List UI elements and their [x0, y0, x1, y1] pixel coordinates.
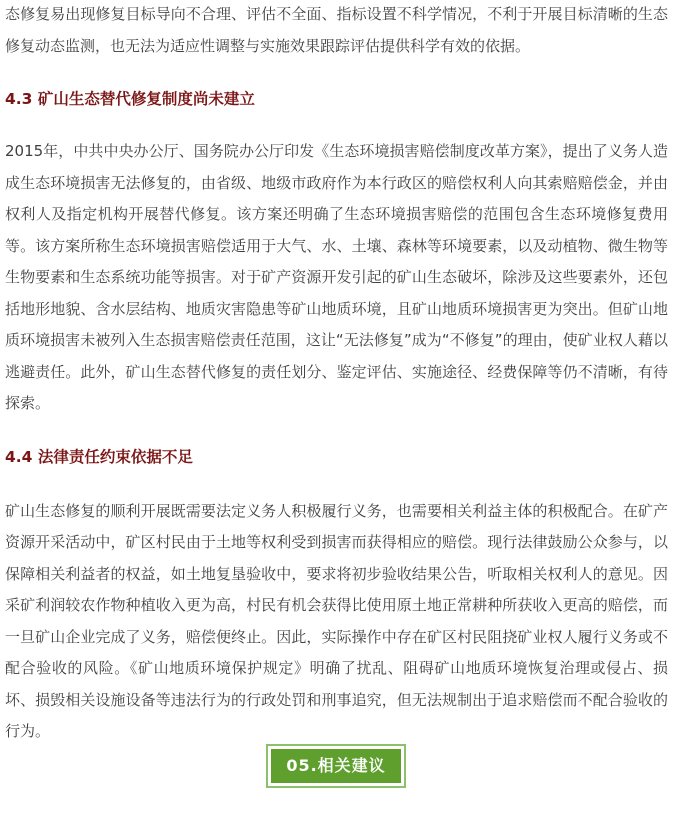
article-body — [5, 0, 668, 748]
section-heading-4-4: 4.4 法律责任约束依据不足 — [5, 447, 193, 466]
section-badge-container — [0, 744, 673, 788]
section-heading-4-3: 4.3 矿山生态替代修复制度尚未建立 — [5, 90, 255, 108]
intro-paragraph: 态修复易出现修复目标导向不合理、评估不全面、指标设置不科学情况，不利于开展目标清晰的生态修复动态监测，也无法为适应性调整与实施效果跟踪评估提供科学有效的依据。 — [5, 5, 668, 55]
section-paragraph-4-3: 2015年，中共中央办公厅、国务院办公厅印发《生态环境损害赔偿制度改革方案》，提出了义务人造成生态环境损害无法修复的，由省级、地级市政府作为本行政区的赔偿权利人向其索赔赔偿金，并由权利人及指定机构开展替代修复。该方案还明确了生态环境损害赔偿的范围包含生态环境修复费用等。该方案所称生态环境损害赔偿适用于大气、水、土壤、森林等环境要素，以及动植物、微生物等生物要素和生态系统功能等损害。对于矿产资源开发引起的矿山生态破坏，除涉及这些要素外，还包括地形地貌、含水层结构、地质灾害隐患等矿山地质环境，且矿山地质环境损害更为突出。但矿山地质环境损害未被列入生态损害赔偿责任范围，这让“无法修复”成为“不修复”的理由，使矿业权人藉以逃避责任。此外，矿山生态替代修复的责任划分、鉴定评估、实施途径、经费保障等仍不清晰，有待探索。 — [5, 142, 668, 412]
section-badge — [266, 744, 406, 788]
section-badge-label: 05.相关建议 — [271, 749, 401, 783]
section-paragraph-4-4: 矿山生态修复的顺利开展既需要法定义务人积极履行义务，也需要相关利益主体的积极配合。在矿产资源开采活动中，矿区村民由于土地等权利受到损害而获得相应的赔偿。现行法律鼓励公众参与，以保障相关利益者的权益，如土地复垦验收中，要求将初步验收结果公告，听取相关权利人的意见。因采矿利润较农作物种植收入更为高，村民有机会获得比使用原土地正常耕种所获收入更高的赔偿，而一旦矿山企业完成了义务，赔偿便终止。因此，实际操作中存在矿区村民阻挠矿业权人履行义务或不配合验收的风险。《矿山地质环境保护规定》明确了扰乱、阻碍矿山地质环境恢复治理或侵占、损坏、损毁相关设施设备等违法行为的行政处罚和刑事追究，但无法规制出于追求赔偿而不配合验收的行为。 — [5, 501, 668, 740]
